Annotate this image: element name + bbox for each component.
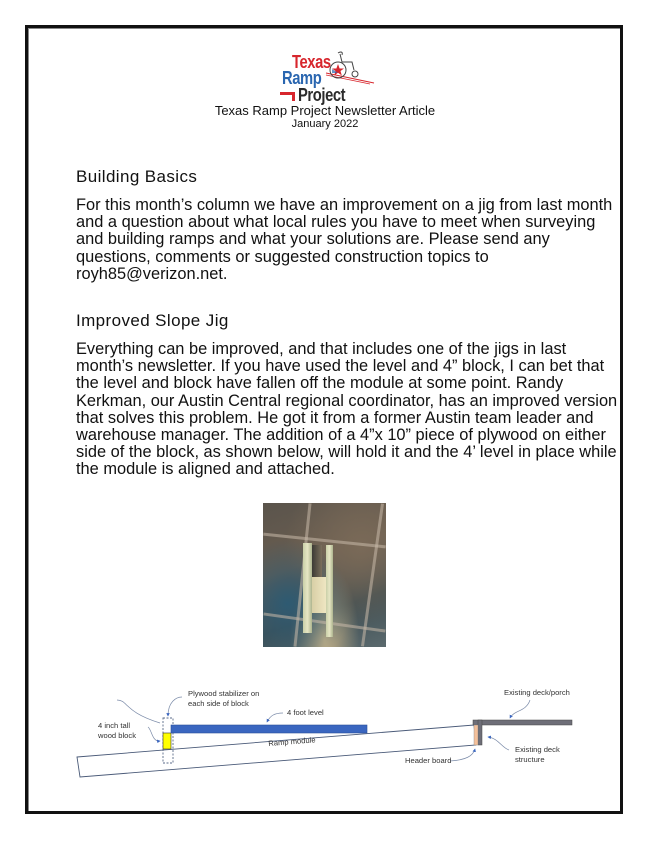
newsletter-date: January 2022 xyxy=(291,118,359,130)
jig-photo xyxy=(263,503,386,647)
deck-structure-shape xyxy=(478,720,482,745)
deck-porch-shape xyxy=(473,720,572,725)
logo-bracket-icon xyxy=(280,92,295,101)
text-line: Kerkman, our Austin Central regional coordinator, has an improved version xyxy=(76,391,618,410)
paragraph-building-basics xyxy=(76,197,636,283)
wood-block-shape xyxy=(163,733,171,749)
slope-jig-diagram xyxy=(0,660,650,790)
text-line: warehouse manager. The addition of a 4”x 10” piece of plywood on either xyxy=(76,426,606,445)
label-existing-deck-structure: Existing deck structure xyxy=(515,745,560,764)
logo-project-text: Project xyxy=(298,85,346,105)
heading-improved-slope-jig: Improved Slope Jig xyxy=(76,311,229,330)
text-line: and a question about what local rules you have to meet when surveying xyxy=(76,213,596,232)
text-line: that solves this problem. He got it from a former Austin team leader and xyxy=(76,408,594,427)
newsletter-title: Texas Ramp Project Newsletter Article xyxy=(214,103,436,118)
logo-ramp-text: Ramp xyxy=(282,68,322,88)
text-line: month’s newsletter. If you have used the level and 4” block, I can bet that xyxy=(76,357,605,376)
text-line: the module is aligned and attached. xyxy=(76,460,335,479)
text-line: the level and block have fallen off the module at some point. Randy xyxy=(76,374,564,393)
label-4-foot-level: 4 foot level xyxy=(287,708,324,717)
wheelchair-ramp-icon xyxy=(324,50,376,86)
heading-building-basics: Building Basics xyxy=(76,167,198,186)
label-ramp-module: Ramp module xyxy=(268,735,316,748)
level-shape xyxy=(171,725,367,733)
text-line: side of the block, as shown below, will hold it and the 4’ level in place while xyxy=(76,443,617,462)
text-line: and building ramps and what your solutions are. Please send any xyxy=(76,230,550,249)
label-plywood-stabilizer: Plywood stabilizer on each side of block xyxy=(188,689,260,708)
text-line: questions, comments or suggested construction topics to xyxy=(76,247,489,266)
logo-texas-text: Texas xyxy=(292,52,331,72)
header-board-shape xyxy=(474,725,478,745)
text-line: For this month’s column we have an improvement on a jig from last month xyxy=(76,196,613,214)
label-wood-block: 4 inch tall wood block xyxy=(98,721,136,740)
paragraph-improved-slope-jig xyxy=(76,341,636,479)
email-link[interactable]: royh85@verizon.net. xyxy=(76,264,228,283)
text-line: Everything can be improved, and that includes one of the jigs in last xyxy=(76,340,567,358)
label-existing-deck-porch: Existing deck/porch xyxy=(504,688,570,697)
texas-ramp-project-logo xyxy=(278,50,378,106)
label-header-board: Header board xyxy=(405,756,452,765)
